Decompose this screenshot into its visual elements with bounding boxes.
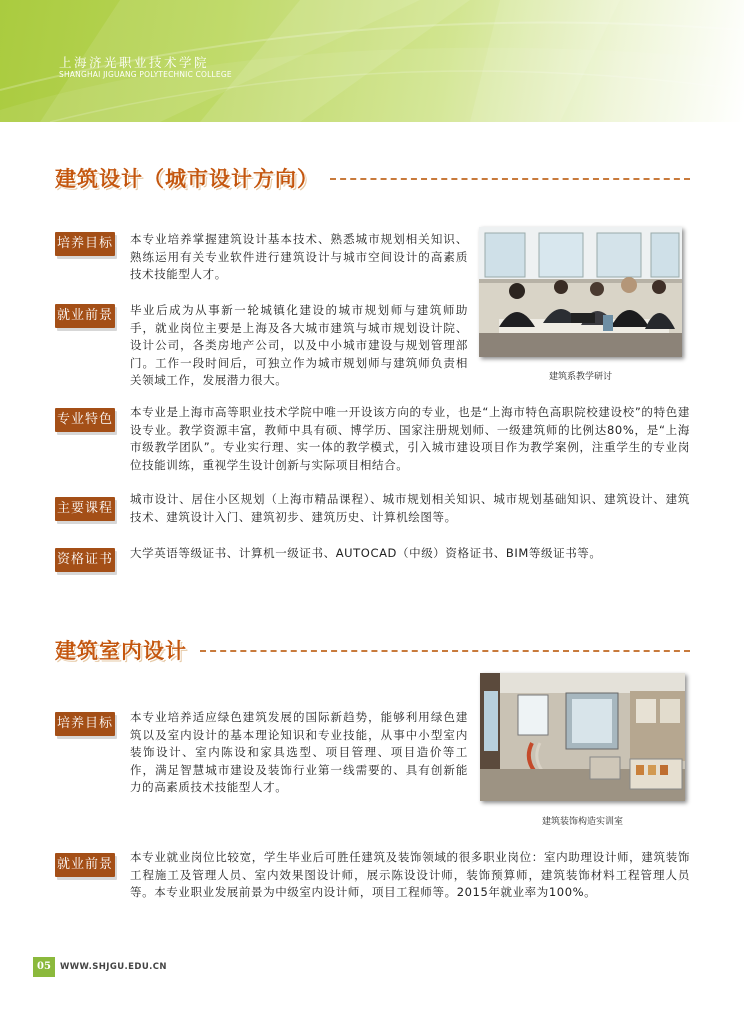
section2-title: 建筑室内设计 bbox=[55, 639, 187, 663]
section2-tag-career: 就业前景 bbox=[55, 853, 115, 877]
section2-career-text: 本专业就业岗位比较宽，学生毕业后可胜任建筑及装饰领域的很多职业岗位：室内助理设计师，建筑装饰工程施工及管理人员、室内效果图设计师，展示陈设设计师，装饰预算师，建筑装饰材料工程管理人员等。本专业职业发展前景为中级室内设计师，项目工程师等。2015年就业率为100%。 bbox=[130, 850, 690, 899]
photo-caption-seminar: 建筑系教学研讨 bbox=[548, 372, 612, 382]
section1-divider bbox=[330, 178, 690, 180]
section1-tag-feature: 专业特色 bbox=[55, 408, 115, 432]
section1-tag-career: 就业前景 bbox=[55, 304, 115, 328]
section1-title: 建筑设计（城市设计方向） bbox=[55, 167, 319, 191]
section1-certificate-text: 大学英语等级证书、计算机一级证书、AUTOCAD（中级）资格证书、BIM等级证书等。 bbox=[130, 546, 602, 560]
section1-tag-courses: 主要课程 bbox=[55, 497, 115, 521]
photo-teaching-seminar bbox=[479, 227, 682, 357]
section2-goal-text: 本专业培养适应绿色建筑发展的国际新趋势，能够利用绿色建筑以及室内设计的基本理论知识和专业技能，从事中小型室内装饰设计、室内陈设和家具选型、项目管理、项目造价等工作，满足智慧城市建设及装饰行业第一线需要的、具有创新能力的高素质技术技能型人才。 bbox=[130, 710, 468, 794]
photo-caption-lab: 建筑装饰构造实训室 bbox=[541, 817, 623, 827]
section1-tag-certificate: 资格证书 bbox=[55, 548, 115, 572]
page-number: 05 bbox=[33, 957, 55, 977]
school-name-cn: 上海济光职业技术学院 bbox=[59, 55, 210, 70]
section2-divider bbox=[200, 650, 690, 652]
section1-career-text: 毕业后成为从事新一轮城镇化建设的城市规划师与建筑师助手，就业岗位主要是上海及各大城市建筑与城市规划设计院、设计公司，各类房地产公司，以及中小城市建设与规划管理部门。工作一段时间后，可独立作为城市规划师与建筑师负责相关领域工作，发展潜力很大。 bbox=[130, 303, 468, 387]
section1-feature-text: 本专业是上海市高等职业技术学院中唯一开设该方向的专业，也是“上海市特色高职院校建设校”的特色建设专业。教学资源丰富，教师中具有硕、博学历、国家注册规划师、一级建筑师的比例达80%，是“上海市级教学团队”。专业实行理、实一体的教学模式，引入城市建设项目作为教学案例，注重学生的专业岗位技能训练，重视学生设计创新与实际项目相结合。 bbox=[130, 405, 690, 472]
school-name-en: SHANGHAI JIGUANG POLYTECHNIC COLLEGE bbox=[59, 70, 232, 79]
section1-tag-goal: 培养目标 bbox=[55, 232, 115, 256]
section1-courses-text: 城市设计、居住小区规划（上海市精品课程）、城市规划相关知识、城市规划基础知识、建筑设计、建筑技术、建筑设计入门、建筑初步、建筑历史、计算机绘图等。 bbox=[130, 492, 690, 524]
section2-tag-goal: 培养目标 bbox=[55, 712, 115, 736]
website-url: WWW.SHJGU.EDU.CN bbox=[60, 962, 167, 972]
header-banner bbox=[0, 0, 744, 122]
section1-goal-text: 本专业培养掌握建筑设计基本技术、熟悉城市规划相关知识、熟练运用有关专业软件进行建筑设计与城市空间设计的高素质技术技能型人才。 bbox=[130, 232, 468, 281]
photo-decoration-lab bbox=[480, 673, 685, 801]
